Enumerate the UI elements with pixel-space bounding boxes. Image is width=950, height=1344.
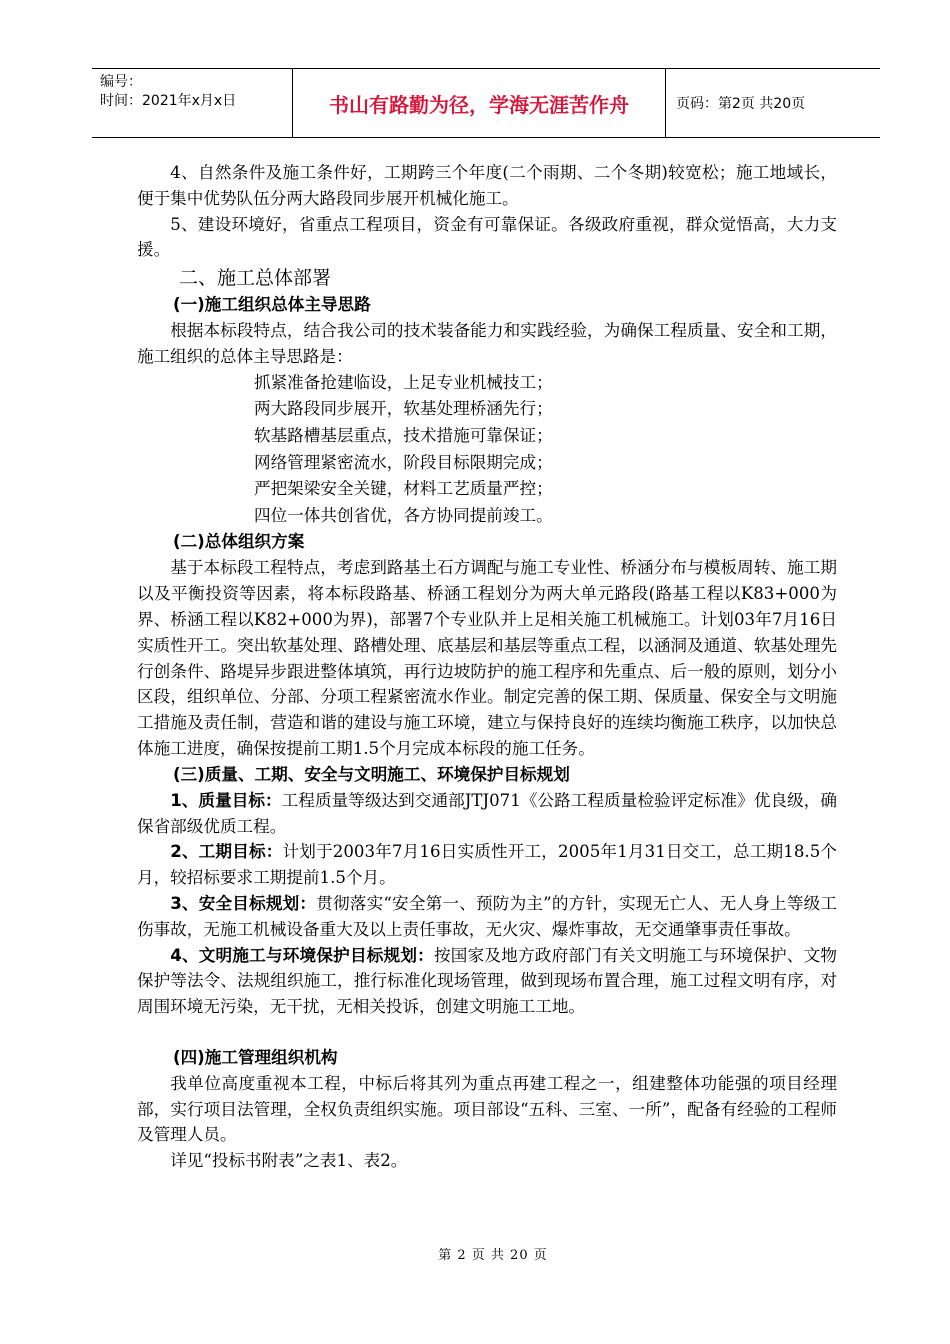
- page-footer: [0, 1244, 950, 1263]
- section-heading-2: 二、施工总体部署: [179, 267, 332, 290]
- verse-line: 网络管理紧密流水，阶段目标限期完成；: [254, 452, 553, 472]
- subheading-management-org: (四)施工管理组织机构: [173, 1047, 338, 1067]
- footer-page-number: 第 2 页 共 20 页: [438, 1248, 548, 1263]
- schedule-goal-text: 计划于2003年7月16日实质性开工，2005年1月31日交工，总工期18.5个月，较招标要求工期提前1.5个月。: [137, 842, 838, 888]
- environment-goal-text: 按国家及地方政府部门有关文明施工与环境保护、文物保护等法令、法规组织施工，推行标准化现场管理，做到现场布置合理，施工过程文明有序，对周围环境无污染，无干扰，无相关投诉，创建文明施工工地。: [137, 945, 837, 1017]
- paragraph-management-org: 我单位高度重视本工程，中标后将其列为重点再建工程之一，组建整体功能强的项目经理部，实行项目法管理，全权负责组织实施。项目部设“五科、三室、一所”，配备有经验的工程师及管理人员。: [137, 1073, 837, 1145]
- paragraph-organization-plan: 基于本标段工程特点，考虑到路基土石方调配与施工专业性、桥涵分布与模板周转、施工期以及平衡投资等因素，将本标段路基、桥涵工程划分为两大单元路段(路基工程以K83+000为界、桥涵工程以K82+000为界)，部署7个专业队并上足相关施工机械施工。计划03年7月16日实质性开工。突出软基处理、路槽处理、底基层和基层等重点工程，以涵洞及通道、软基处理先行创条件、路堤异步跟进整体填筑，再行边坡防护的施工程序和先重点、后一般的原则，划分小区段，组织单位、分部、分项工程紧密流水作业。制定完善的保工期、保质量、保安全与文明施工措施及责任制，营造和谐的建设与施工环境，建立与保持良好的连续均衡施工秩序，以加快总体施工进度，确保按提前工期1.5个月完成本标段的施工任务。: [137, 558, 837, 758]
- spacer: [137, 1020, 837, 1045]
- verse-line: 严把架梁安全关键，材料工艺质量严控；: [254, 479, 553, 499]
- document-number-label: 编号：: [100, 74, 142, 90]
- paragraph-see-appendix: 详见“投标书附表”之表1、表2。: [170, 1151, 408, 1171]
- subheading-organization-plan: (二)总体组织方案: [173, 532, 305, 552]
- document-time-label: 时间：2021年x月x日: [100, 93, 237, 109]
- paragraph-schedule-goal: [137, 839, 837, 891]
- safety-goal-text: 贯彻落实“安全第一、预防为主”的方针，实现无亡人、无人身上等级工伤事故，无施工机械设备重大及以上责任事故，无火灾、爆炸事故，无交通肇事责任事故。: [137, 893, 838, 939]
- header-page-info: 页码：第2页 共20页: [676, 96, 806, 112]
- paragraph-environment-goal: [137, 943, 837, 1020]
- verse-line: 软基路槽基层重点，技术措施可靠保证；: [254, 425, 553, 445]
- paragraph-condition-4: 4、自然条件及施工条件好，工期跨三个年度(二个雨期、二个冬期)较宽松；施工地域长，便于集中优势队伍分两大路段同步展开机械化施工。: [137, 163, 837, 208]
- document-body: [137, 160, 837, 1174]
- safety-goal-label: 3、安全目标规划：: [170, 893, 317, 913]
- paragraph-intro: 根据本标段特点，结合我公司的技术装备能力和实践经验，为确保工程质量、安全和工期，施工组织的总体主导思路是：: [137, 321, 837, 366]
- verse-line: 抓紧准备抢建临设，上足专业机械技工；: [254, 372, 553, 392]
- subheading-guiding-idea: (一)施工组织总体主导思路: [173, 295, 371, 315]
- paragraph-quality-goal: [137, 788, 837, 840]
- schedule-goal-label: 2、工期目标：: [170, 842, 283, 862]
- quality-goal-label: 1、质量目标：: [170, 790, 282, 810]
- subheading-goals: (三)质量、工期、安全与文明施工、环境保护目标规划: [173, 764, 570, 784]
- header-table: [92, 68, 880, 138]
- paragraph-condition-5: 5、建设环境好，省重点工程项目，资金有可靠保证。各级政府重视，群众觉悟高，大力支援。: [137, 214, 837, 260]
- verse-line: 四位一体共创省优，各方协同提前竣工。: [254, 505, 553, 525]
- header-meta-cell: [92, 69, 293, 137]
- environment-goal-label: 4、文明施工与环境保护目标规划：: [170, 945, 434, 965]
- paragraph-safety-goal: [137, 891, 837, 943]
- quality-goal-text: 工程质量等级达到交通部JTJ071《公路工程质量检验评定标准》优良级，确保省部级优质工程。: [137, 790, 838, 836]
- header-motto: 书山有路勤为径，学海无涯苦作舟: [293, 69, 666, 137]
- verse-line: 两大路段同步展开，软基处理桥涵先行；: [254, 399, 553, 419]
